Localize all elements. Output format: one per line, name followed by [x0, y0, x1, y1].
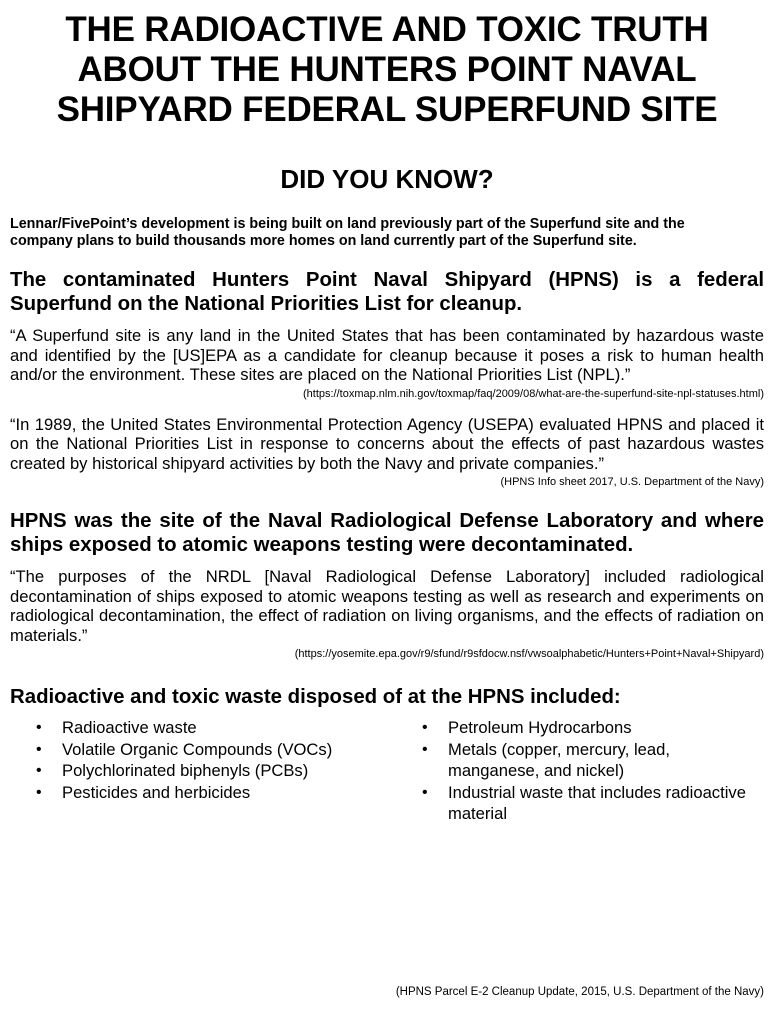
section-superfund	[10, 268, 764, 489]
section-heading-nrdl: HPNS was the site of the Naval Radiological Defense Laboratory and where ships exposed to atomic weapons testing were decontaminated.	[10, 510, 764, 556]
list-item	[34, 717, 420, 739]
list-item	[420, 739, 750, 782]
list-item-text: Petroleum Hydrocarbons	[448, 718, 632, 737]
list-item-text: Metals (copper, mercury, lead, manganese, and nickel)	[448, 739, 670, 780]
did-you-know-heading: DID YOU KNOW?	[280, 164, 494, 194]
flyer-page	[0, 10, 768, 1016]
citation-parcel-e2: (HPNS Parcel E-2 Cleanup Update, 2015, U.S. Department of the Navy)	[395, 985, 764, 998]
bullet-icon: •	[36, 740, 42, 758]
bullet-icon: •	[36, 783, 42, 801]
citation-toxmap: (https://toxmap.nlm.nih.gov/toxmap/faq/2009/08/what-are-the-superfund-site-npl-statuses.html)	[302, 387, 764, 400]
section-heading-superfund: The contaminated Hunters Point Naval Shipyard (HPNS) is a federal Superfund on the National Priorities List for cleanup.	[10, 269, 764, 315]
quote-usepa-1989: “In 1989, the United States Environmental Protection Agency (USEPA) evaluated HPNS and placed it on the National Priorities List in response to concerns about the effects of past hazardous wastes created by historical shipyard activities by both the Navy and private companies.”	[10, 414, 764, 473]
waste-list-heading: Radioactive and toxic waste disposed of at the HPNS included:	[10, 686, 621, 708]
waste-list-right-column	[420, 717, 750, 825]
citation-epa-yosemite: (https://yosemite.epa.gov/r9/sfund/r9sfdocw.nsf/vwsoalphabetic/Hunters+Point+Naval+Shipyard)	[294, 648, 764, 660]
list-item	[420, 782, 750, 825]
waste-list	[10, 717, 764, 825]
section-nrdl	[10, 509, 764, 661]
list-item-text: Radioactive waste	[62, 718, 197, 737]
bullet-icon: •	[36, 719, 42, 736]
list-item	[34, 760, 420, 782]
bullet-icon: •	[422, 719, 428, 736]
flyer-title: THE RADIOACTIVE AND TOXIC TRUTH ABOUT THE HUNTERS POINT NAVAL SHIPYARD FEDERAL SUPERFUND SITE	[56, 10, 718, 129]
list-item-text: Industrial waste that includes radioactive material	[448, 782, 746, 823]
list-item	[34, 739, 420, 761]
bullet-icon: •	[36, 762, 42, 779]
section-waste-list	[10, 685, 764, 825]
citation-hpns-info-sheet: (HPNS Info sheet 2017, U.S. Department of the Navy)	[500, 476, 764, 488]
intro-paragraph: Lennar/FivePoint’s development is being built on land previously part of the Superfund site and the company plans to build thousands more homes on land currently part of the Superfund site.	[10, 216, 685, 249]
quote-nrdl-purposes: “The purposes of the NRDL [Naval Radiological Defense Laboratory] included radiological decontamination of ships exposed to atomic weapons testing as well as research and experiments on radiological decontamination, the effect of radiation on living organisms, and the effects of radiation on materials.”	[10, 567, 764, 645]
list-item-text: Volatile Organic Compounds (VOCs)	[62, 739, 333, 759]
bullet-icon: •	[422, 783, 428, 801]
list-item	[420, 717, 750, 739]
waste-list-left-column	[10, 717, 420, 825]
list-item-text: Polychlorinated biphenyls (PCBs)	[62, 761, 309, 780]
list-item-text: Pesticides and herbicides	[62, 782, 251, 802]
quote-superfund-definition: “A Superfund site is any land in the United States that has been contaminated by hazardous waste and identified by the [US]EPA as a candidate for cleanup because it poses a risk to human health and/or the environment. These sites are placed on the National Priorities List (NPL).”	[10, 326, 764, 384]
bullet-icon: •	[422, 740, 428, 758]
list-item	[34, 782, 420, 804]
